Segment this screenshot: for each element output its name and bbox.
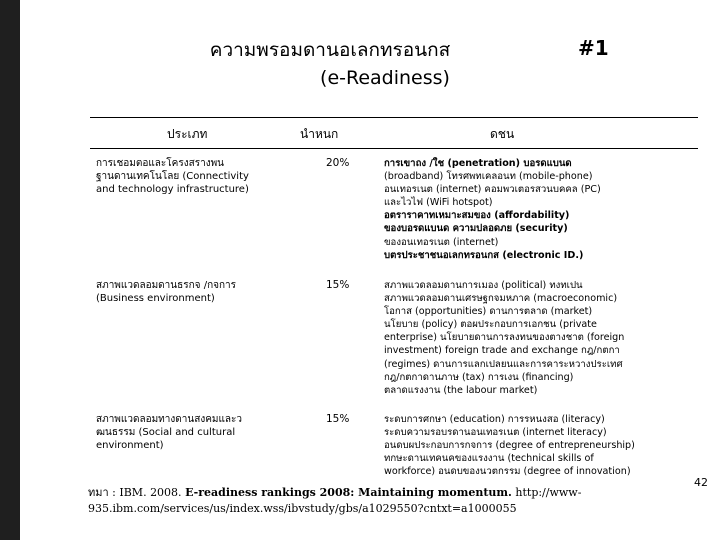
source-footnote	[88, 485, 688, 517]
slide-title-english: (e-Readiness)	[320, 67, 450, 89]
slide-title-thai: ความพรอมดานอเลกทรอนกส	[209, 39, 451, 61]
footnote-title: E-readiness rankings 2008: Maintaining momentum.	[185, 486, 512, 499]
table-header-rule	[90, 148, 698, 149]
row-3-type: สภาพแวดลอมทางดานสงคมและว ฒนธรรม (Social and cultural environment)	[96, 414, 243, 451]
page-number: 42	[694, 476, 708, 489]
row-1-type: การเชอมตอและโครงสรางพน ฐานดานเทคโนโลย (Connectivity and technology infrastructure)	[96, 158, 249, 195]
slide-left-bar	[0, 0, 20, 540]
slide-number-label: #1	[578, 36, 609, 60]
footnote-url[interactable]: http://www-935.ibm.com/services/us/index.wss/ibvstudy/gbs/a1029550?cntxt=a1000055	[88, 486, 582, 515]
row-2-type: สภาพแวดลอมดานธรกจ /กจการ (Business environment)	[96, 280, 237, 304]
footnote-prefix: ทมา : IBM. 2008.	[88, 486, 186, 499]
row-1-weight: 20%	[326, 157, 350, 169]
table-top-rule	[90, 117, 698, 118]
row-1-indicators: การเขาถง /ใช (penetration) บอรดแบนด (broadband) โทรศพทเคลอนท (mobile-phone) อนเทอรเนต (internet) คอมพวเตอรสวนบคคล (PC) และไวไฟ (WiFi hotspot) อตราราคาทเหมาะสมของ (affordability) ของบอรดแบนด ความปลอดภย (security) ของอนเทอรเนต (internet) บตรประชาชนอเลกทรอนกส (electronic ID.)	[384, 158, 601, 261]
slide-title	[90, 36, 570, 92]
row-2-indicators: สภาพแวดลอมดานการเมอง (political) ทงทเปน สภาพแวดลอมดานเศรษฐกจมหภาค (macroeconomic) โอกาส (opportunities) ดานการตลาด (market) นโยบาย (policy) ตอผประกอบการเอกชน (private enterprise) นโยบายดานการลงทนของตางชาต (foreign investment) foreign trade and exchange กฎ/กตกา (regimes) ดานการแลกเปลยนและการคาระหวางประเทศ กฎ/กตกาดานภาษ (tax) การเงน (financing) ตลาดแรงงาน (the labour market)	[384, 280, 625, 396]
row-3-weight: 15%	[326, 413, 350, 425]
header-indicators: ดชน	[490, 127, 515, 141]
row-3-indicators: ระดบการศกษา (education) การรหนงสอ (literacy) ระดบความรอบรดานอนเทอรเนต (internet literacy) อนดบผประกอบการกจการ (degree of entrepreneurship) ทกษะดานเทคนคของแรงงาน (technical skills of workforce) อนดบของนวตกรรม (degree of innovation)	[384, 414, 635, 478]
header-weight: นำหนก	[300, 127, 339, 141]
row-2-weight: 15%	[326, 279, 350, 291]
header-type: ประเภท	[167, 127, 208, 141]
